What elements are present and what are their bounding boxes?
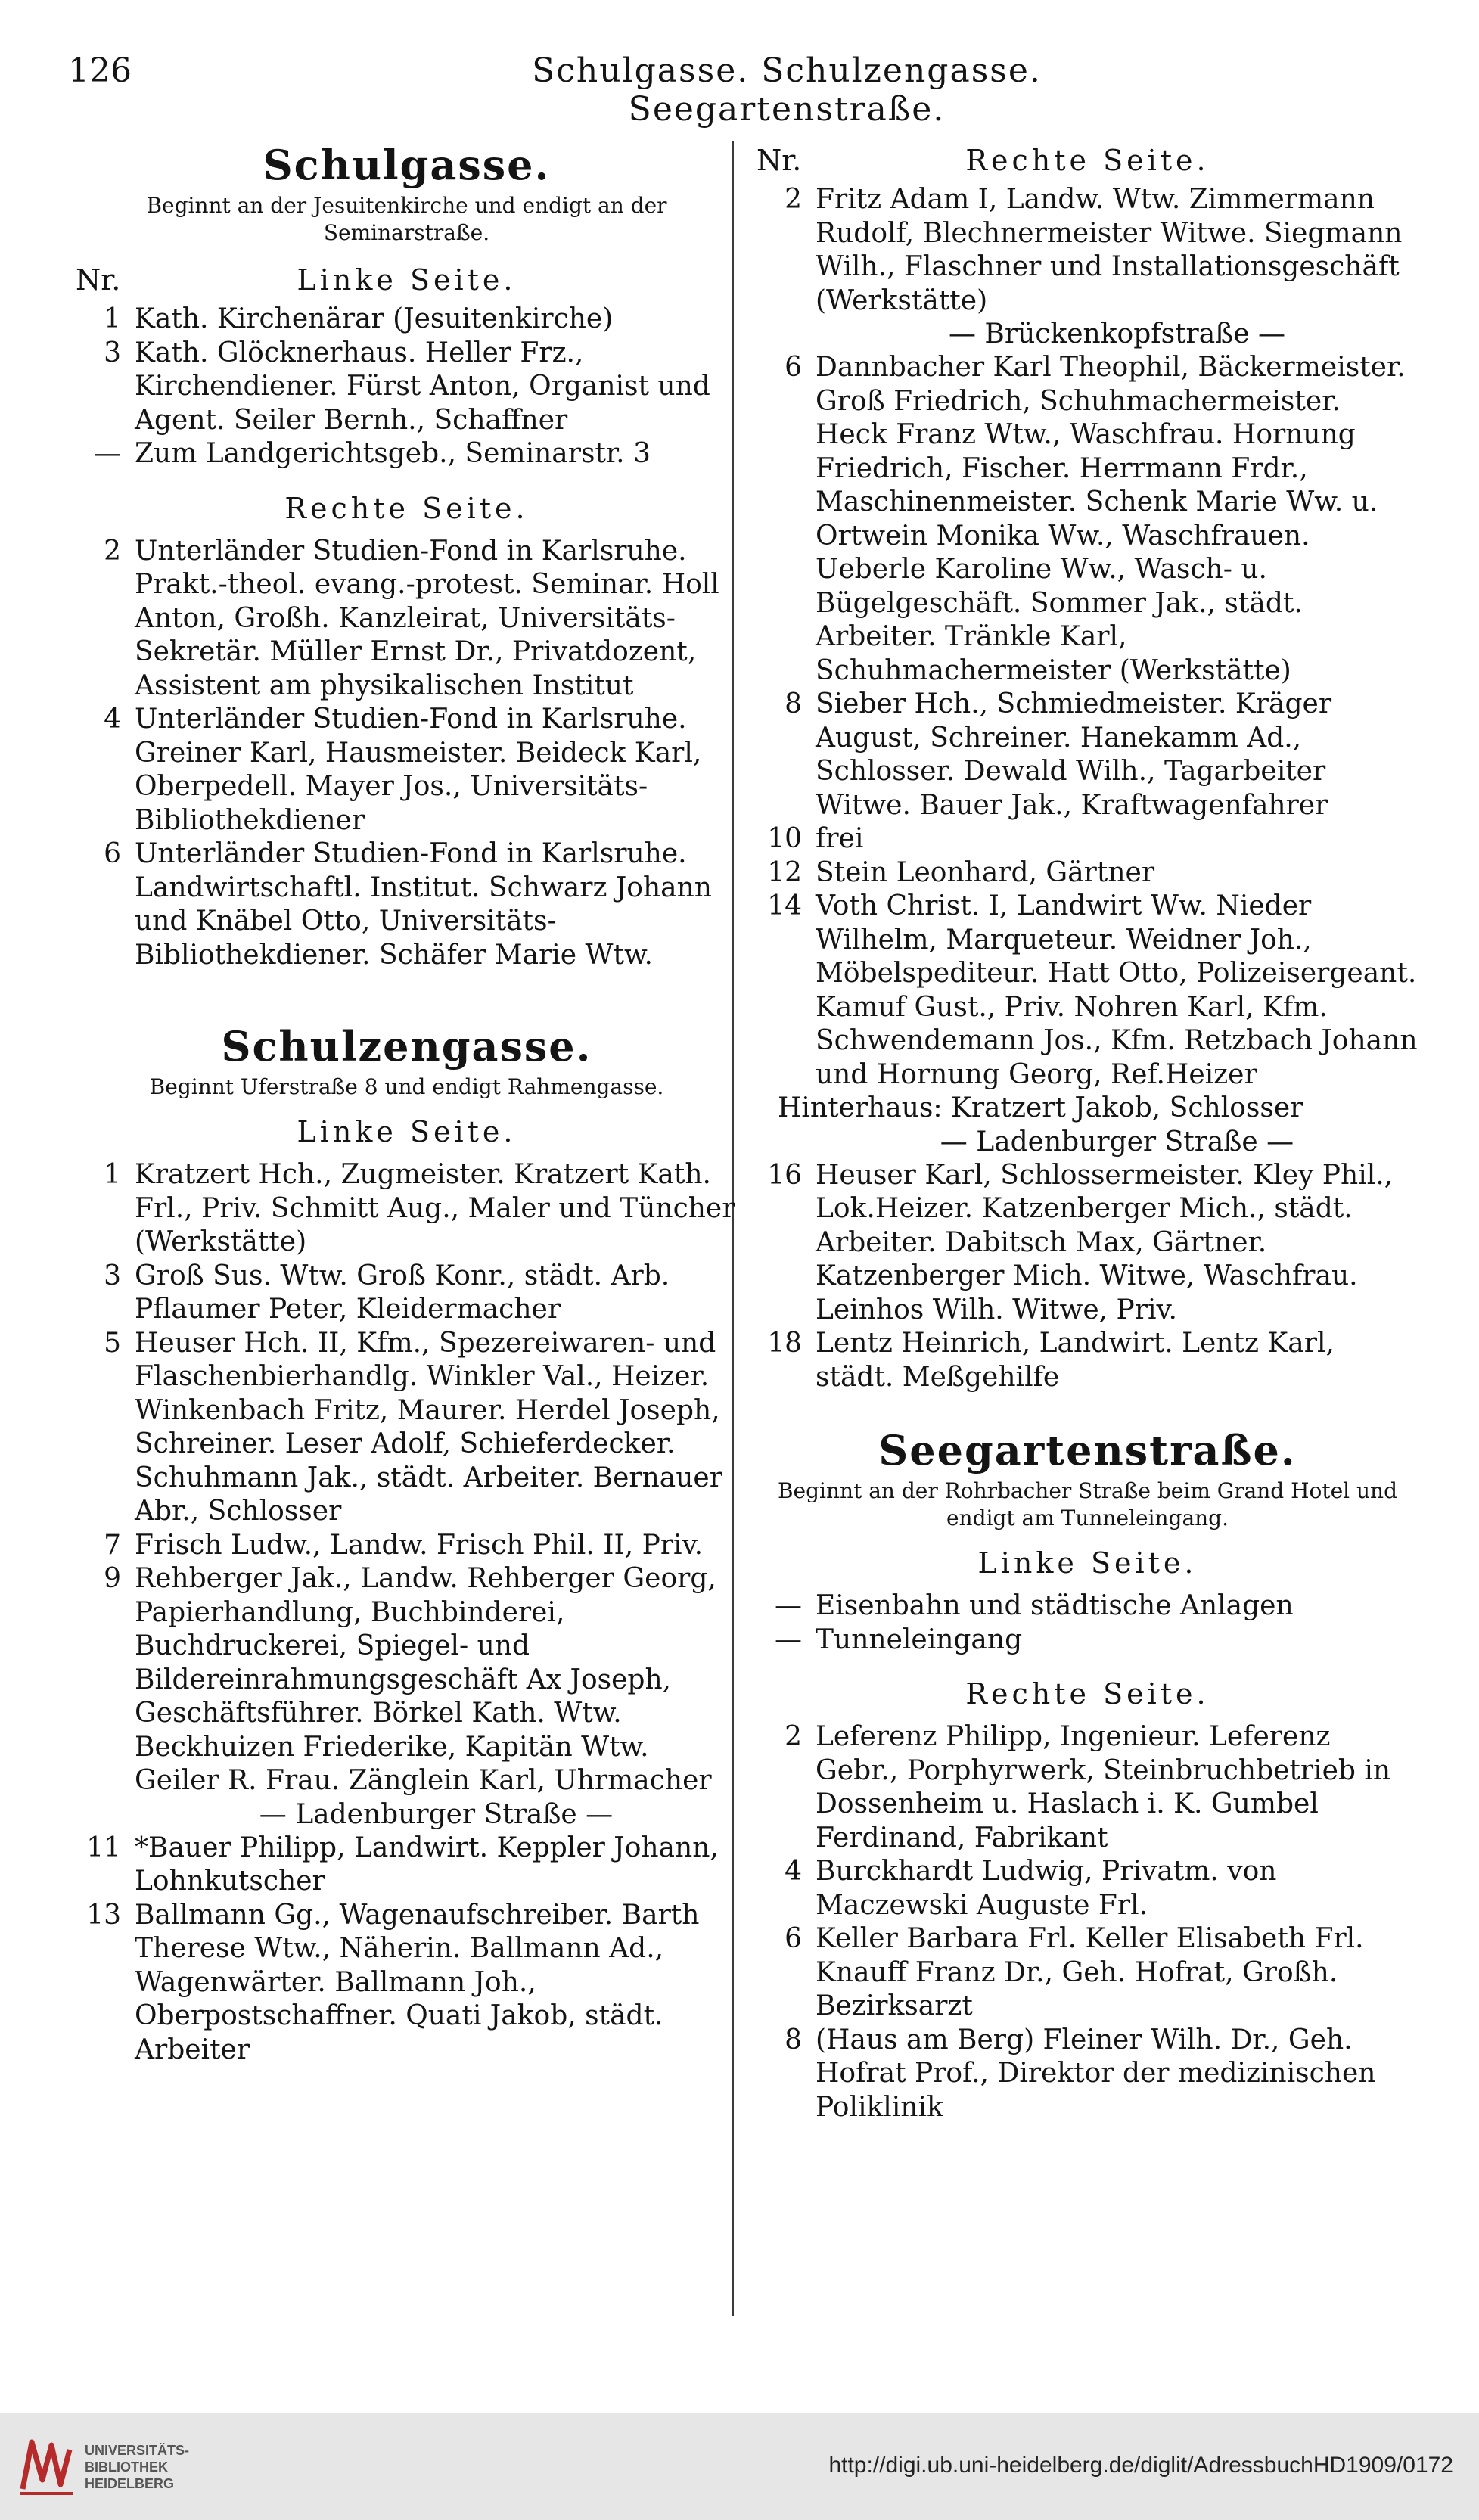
page-header bbox=[68, 51, 1415, 129]
house-number: 1 bbox=[104, 1159, 121, 1190]
address-entry bbox=[76, 437, 738, 471]
street-title: Schulgasse. bbox=[263, 141, 551, 189]
house-number: 3 bbox=[104, 1260, 121, 1291]
resident-text: Stein Leonhard, Gärtner bbox=[816, 856, 1155, 888]
house-number: 14 bbox=[767, 890, 802, 921]
resident-text: Groß Sus. Wtw. Groß Konr., städt. Arb. Pflaumer Peter, Kleidermacher bbox=[135, 1260, 670, 1325]
resident-text: Leferenz Philipp, Ingenieur. Leferenz Gebr., Porphyrwerk, Steinbruchbetrieb in Dossenheim u. Haslach i. K. Gumbel Ferdinand, Fabrikant bbox=[816, 1721, 1391, 1853]
address-entry bbox=[76, 1158, 738, 1260]
section-schulgasse bbox=[76, 141, 738, 972]
house-number: 3 bbox=[104, 337, 121, 368]
entry-list-rechts bbox=[757, 183, 1418, 1394]
library-line: BIBLIOTHEK bbox=[85, 2459, 168, 2475]
address-entry bbox=[757, 351, 1418, 688]
house-number: 2 bbox=[785, 1721, 802, 1752]
house-number: 4 bbox=[104, 704, 121, 735]
column-header bbox=[757, 138, 1418, 183]
address-entry bbox=[757, 688, 1418, 822]
address-entry bbox=[76, 1260, 738, 1327]
resident-text: Dannbacher Karl Theophil, Bäckermeister. Groß Friedrich, Schuhmachermeister. Heck Franz Wtw., Waschfrau. Hornung Friedrich, Fischer. Herrmann Frdr., Maschinenmeister. Schenk Marie Ww. u. Ortwein Monika Ww., Waschfrauen. Ueberle Karoline Ww., Wasch- u. Bügelgeschäft. Sommer Jak., städt. Arbeiter. Tränkle Karl, Schuhmachermeister (Werkstätte) bbox=[816, 352, 1406, 686]
address-entry bbox=[757, 856, 1418, 890]
entry-list-rechts bbox=[76, 535, 738, 973]
street-title: Seegartenstraße. bbox=[878, 1426, 1297, 1474]
side-label-rechts: Rechte Seite. bbox=[284, 491, 529, 525]
right-column bbox=[757, 136, 1418, 2124]
address-entry bbox=[76, 1899, 738, 2068]
column-header bbox=[76, 257, 738, 303]
house-number: 12 bbox=[767, 856, 802, 888]
resident-text: Keller Barbara Frl. Keller Elisabeth Frl. Knauff Franz Dr., Geh. Hofrat, Großh. Bezirksarzt bbox=[816, 1923, 1364, 2021]
resident-text: Kratzert Hch., Zugmeister. Kratzert Kath. Frl., Priv. Schmitt Aug., Maler und Tüncher (Werkstätte) bbox=[135, 1159, 735, 1257]
address-entry bbox=[757, 822, 1418, 856]
house-number: 13 bbox=[86, 1899, 121, 1931]
running-title: Schulgasse. Schulzengasse. Seegartenstraße. bbox=[532, 51, 1042, 129]
address-entry bbox=[76, 837, 738, 972]
side-label-links: Linke Seite. bbox=[297, 263, 517, 297]
house-number: 11 bbox=[86, 1832, 121, 1863]
house-number: 4 bbox=[785, 1856, 802, 1887]
house-number: — bbox=[775, 1590, 802, 1621]
resident-text: *Bauer Philipp, Landwirt. Keppler Johann, Lohnkutscher bbox=[135, 1832, 719, 1897]
house-number: 2 bbox=[785, 184, 802, 215]
house-number: — bbox=[94, 438, 121, 469]
address-entry bbox=[76, 1832, 738, 1899]
address-entry bbox=[757, 1720, 1418, 1855]
house-number: 10 bbox=[767, 823, 802, 854]
address-entry bbox=[757, 1855, 1418, 1922]
cross-street-marker: — Ladenburger Straße — bbox=[259, 1798, 614, 1830]
house-number: 6 bbox=[785, 1923, 802, 1954]
house-number: — bbox=[775, 1624, 802, 1655]
house-number: 16 bbox=[767, 1159, 802, 1191]
resident-text: Kath. Glöcknerhaus. Heller Frz., Kirchendiener. Fürst Anton, Organist und Agent. Seiler Bernh., Schaffner bbox=[135, 337, 710, 436]
resident-text: Rehberger Jak., Landw. Rehberger Georg, Papierhandlung, Buchbinderei, Buchdruckerei, Spiegel- und Bildereinrahmungsgeschäft Ax Joseph, Geschäftsführer. Börkel Kath. Wtw. Beckhuizen Friederike, Kapitän Wtw. Geiler R. Frau. Zänglein Karl, Uhrmacher bbox=[135, 1563, 716, 1796]
address-entry bbox=[76, 535, 738, 704]
library-logo-icon bbox=[17, 2435, 76, 2497]
address-entry bbox=[76, 1562, 738, 1798]
street-note: Beginnt Uferstraße 8 und endigt Rahmengasse. bbox=[149, 1074, 664, 1099]
street-note: Beginnt an der Rohrbacher Straße beim Grand Hotel und endigt am Tunneleingang. bbox=[777, 1478, 1398, 1530]
house-number: 6 bbox=[785, 352, 802, 383]
house-number: 1 bbox=[104, 303, 121, 334]
entry-list-links bbox=[76, 303, 738, 471]
address-entry bbox=[757, 1624, 1418, 1658]
house-number: 9 bbox=[104, 1563, 121, 1594]
resident-text: Eisenbahn und städtische Anlagen bbox=[816, 1590, 1294, 1621]
library-name bbox=[85, 2442, 189, 2492]
address-entry bbox=[757, 1159, 1418, 1328]
library-line: UNIVERSITÄTS- bbox=[85, 2443, 190, 2458]
resident-text: Heuser Karl, Schlossermeister. Kley Phil., Lok.Heizer. Katzenberger Mich., städt. Arbeiter. Dabitsch Max, Gärtner. Katzenberger Mich. Witwe, Waschfrau. Leinhos Wilh. Witwe, Priv. bbox=[816, 1159, 1394, 1325]
resident-text: Burckhardt Ludwig, Privatm. von Maczewski Auguste Frl. bbox=[816, 1856, 1277, 1921]
address-entry bbox=[76, 703, 738, 837]
street-note: Beginnt an der Jesuitenkirche und endigt an der Seminarstraße. bbox=[146, 193, 667, 245]
address-entry bbox=[76, 303, 738, 337]
side-label-links: Linke Seite. bbox=[297, 1115, 517, 1148]
house-number: 8 bbox=[785, 2024, 802, 2055]
source-url-link[interactable]: http://digi.ub.uni-heidelberg.de/diglit/AdressbuchHD1909/0172 bbox=[828, 2453, 1453, 2478]
resident-text: Voth Christ. I, Landwirt Ww. Nieder Wilhelm, Marqueteur. Weidner Joh., Möbelspediteur. Hatt Otto, Polizeisergeant. Kamuf Gust., Priv. Nohren Karl, Kfm. Schwendemann Jos., Kfm. Retzbach Johann und Hornung Georg, Ref.Heizer bbox=[816, 890, 1418, 1090]
section-gap bbox=[757, 1394, 1418, 1422]
left-column bbox=[76, 136, 738, 2067]
resident-text: Fritz Adam I, Landw. Wtw. Zimmermann Rudolf, Blechnermeister Witwe. Siegmann Wilh., Flaschner und Installationsgeschäft (Werkstätte) bbox=[816, 184, 1403, 316]
resident-text: frei bbox=[816, 823, 864, 854]
address-entry bbox=[76, 337, 738, 438]
address-entry bbox=[76, 1327, 738, 1529]
rear-building-entry: Hinterhaus: Kratzert Jakob, Schlosser bbox=[778, 1092, 1303, 1123]
resident-text: Zum Landgerichtsgeb., Seminarstr. 3 bbox=[135, 438, 651, 469]
resident-text: Lentz Heinrich, Landwirt. Lentz Karl, städt. Meßgehilfe bbox=[816, 1328, 1335, 1393]
resident-text: Unterländer Studien-Fond in Karlsruhe. Prakt.-theol. evang.-protest. Seminar. Holl Anton, Großh. Kanzleirat, Universitäts-Sekretär. Müller Ernst Dr., Privatdozent, Assistent am physikalischen Institut bbox=[135, 535, 719, 701]
address-entry bbox=[757, 1922, 1418, 2024]
resident-text: (Haus am Berg) Fleiner Wilh. Dr., Geh. Hofrat Prof., Direktor der medizinischen Poliklinik bbox=[816, 2024, 1376, 2123]
section-schulgasse-continued bbox=[757, 138, 1418, 1394]
house-number: 5 bbox=[104, 1327, 121, 1359]
nr-label: Nr. bbox=[76, 263, 121, 297]
street-title: Schulzengasse. bbox=[221, 1022, 592, 1070]
resident-text: Sieber Hch., Schmiedmeister. Kräger August, Schreiner. Hanekamm Ad., Schlosser. Dewald Wilh., Tagarbeiter Witwe. Bauer Jak., Kraftwagenfahrer bbox=[816, 688, 1332, 821]
resident-text: Heuser Hch. II, Kfm., Spezereiwaren- und Flaschenbierhandlg. Winkler Val., Heizer. Winkenbach Fritz, Maurer. Herdel Joseph, Schreiner. Leser Adolf, Schieferdecker. Schuhmann Jak., städt. Arbeiter. Bernauer Abr., Schlosser bbox=[135, 1327, 722, 1527]
footer-bar bbox=[0, 2413, 1479, 2520]
resident-text: Tunneleingang bbox=[816, 1624, 1023, 1655]
side-label-links: Linke Seite. bbox=[977, 1546, 1198, 1580]
entry-list-links bbox=[757, 1589, 1418, 1657]
house-number: 2 bbox=[104, 535, 121, 567]
side-label-rechts: Rechte Seite. bbox=[965, 144, 1210, 177]
section-schulzengasse bbox=[76, 1022, 738, 2067]
resident-text: Unterländer Studien-Fond in Karlsruhe. Greiner Karl, Hausmeister. Beideck Karl, Oberpedell. Mayer Jos., Universitäts-Bibliothekdiener bbox=[135, 704, 702, 836]
resident-text: Kath. Kirchenärar (Jesuitenkirche) bbox=[135, 303, 614, 334]
nr-label: Nr. bbox=[757, 144, 802, 177]
address-entry bbox=[757, 183, 1418, 318]
page-number: 126 bbox=[68, 51, 132, 90]
house-number: 8 bbox=[785, 688, 802, 719]
library-line: HEIDELBERG bbox=[85, 2476, 175, 2491]
resident-text: Frisch Ludw., Landw. Frisch Phil. II, Priv. bbox=[135, 1529, 704, 1561]
section-gap bbox=[76, 972, 738, 1018]
house-number: 18 bbox=[767, 1328, 802, 1359]
entry-list-rechts bbox=[757, 1720, 1418, 2124]
address-entry bbox=[757, 2024, 1418, 2125]
side-label-rechts: Rechte Seite. bbox=[965, 1677, 1210, 1711]
resident-text: Unterländer Studien-Fond in Karlsruhe. Landwirtschaftl. Institut. Schwarz Johann und Knäbel Otto, Universitäts-Bibliothekdiener. Schäfer Marie Wtw. bbox=[135, 838, 712, 971]
house-number: 6 bbox=[104, 838, 121, 869]
address-entry bbox=[757, 1589, 1418, 1624]
address-entry bbox=[757, 890, 1418, 1092]
house-number: 7 bbox=[104, 1529, 121, 1561]
resident-text: Ballmann Gg., Wagenaufschreiber. Barth Therese Wtw., Näherin. Ballmann Ad., Wagenwärter. Ballmann Joh., Oberpostschaffner. Quati Jakob, städt. Arbeiter bbox=[135, 1899, 700, 2065]
section-seegartenstrasse bbox=[757, 1426, 1418, 2124]
address-entry bbox=[76, 1529, 738, 1563]
address-entry bbox=[757, 1327, 1418, 1394]
cross-street-marker: — Ladenburger Straße — bbox=[940, 1126, 1294, 1157]
cross-street-marker: — Brückenkopfstraße — bbox=[948, 318, 1286, 350]
entry-list-links bbox=[76, 1158, 738, 2067]
